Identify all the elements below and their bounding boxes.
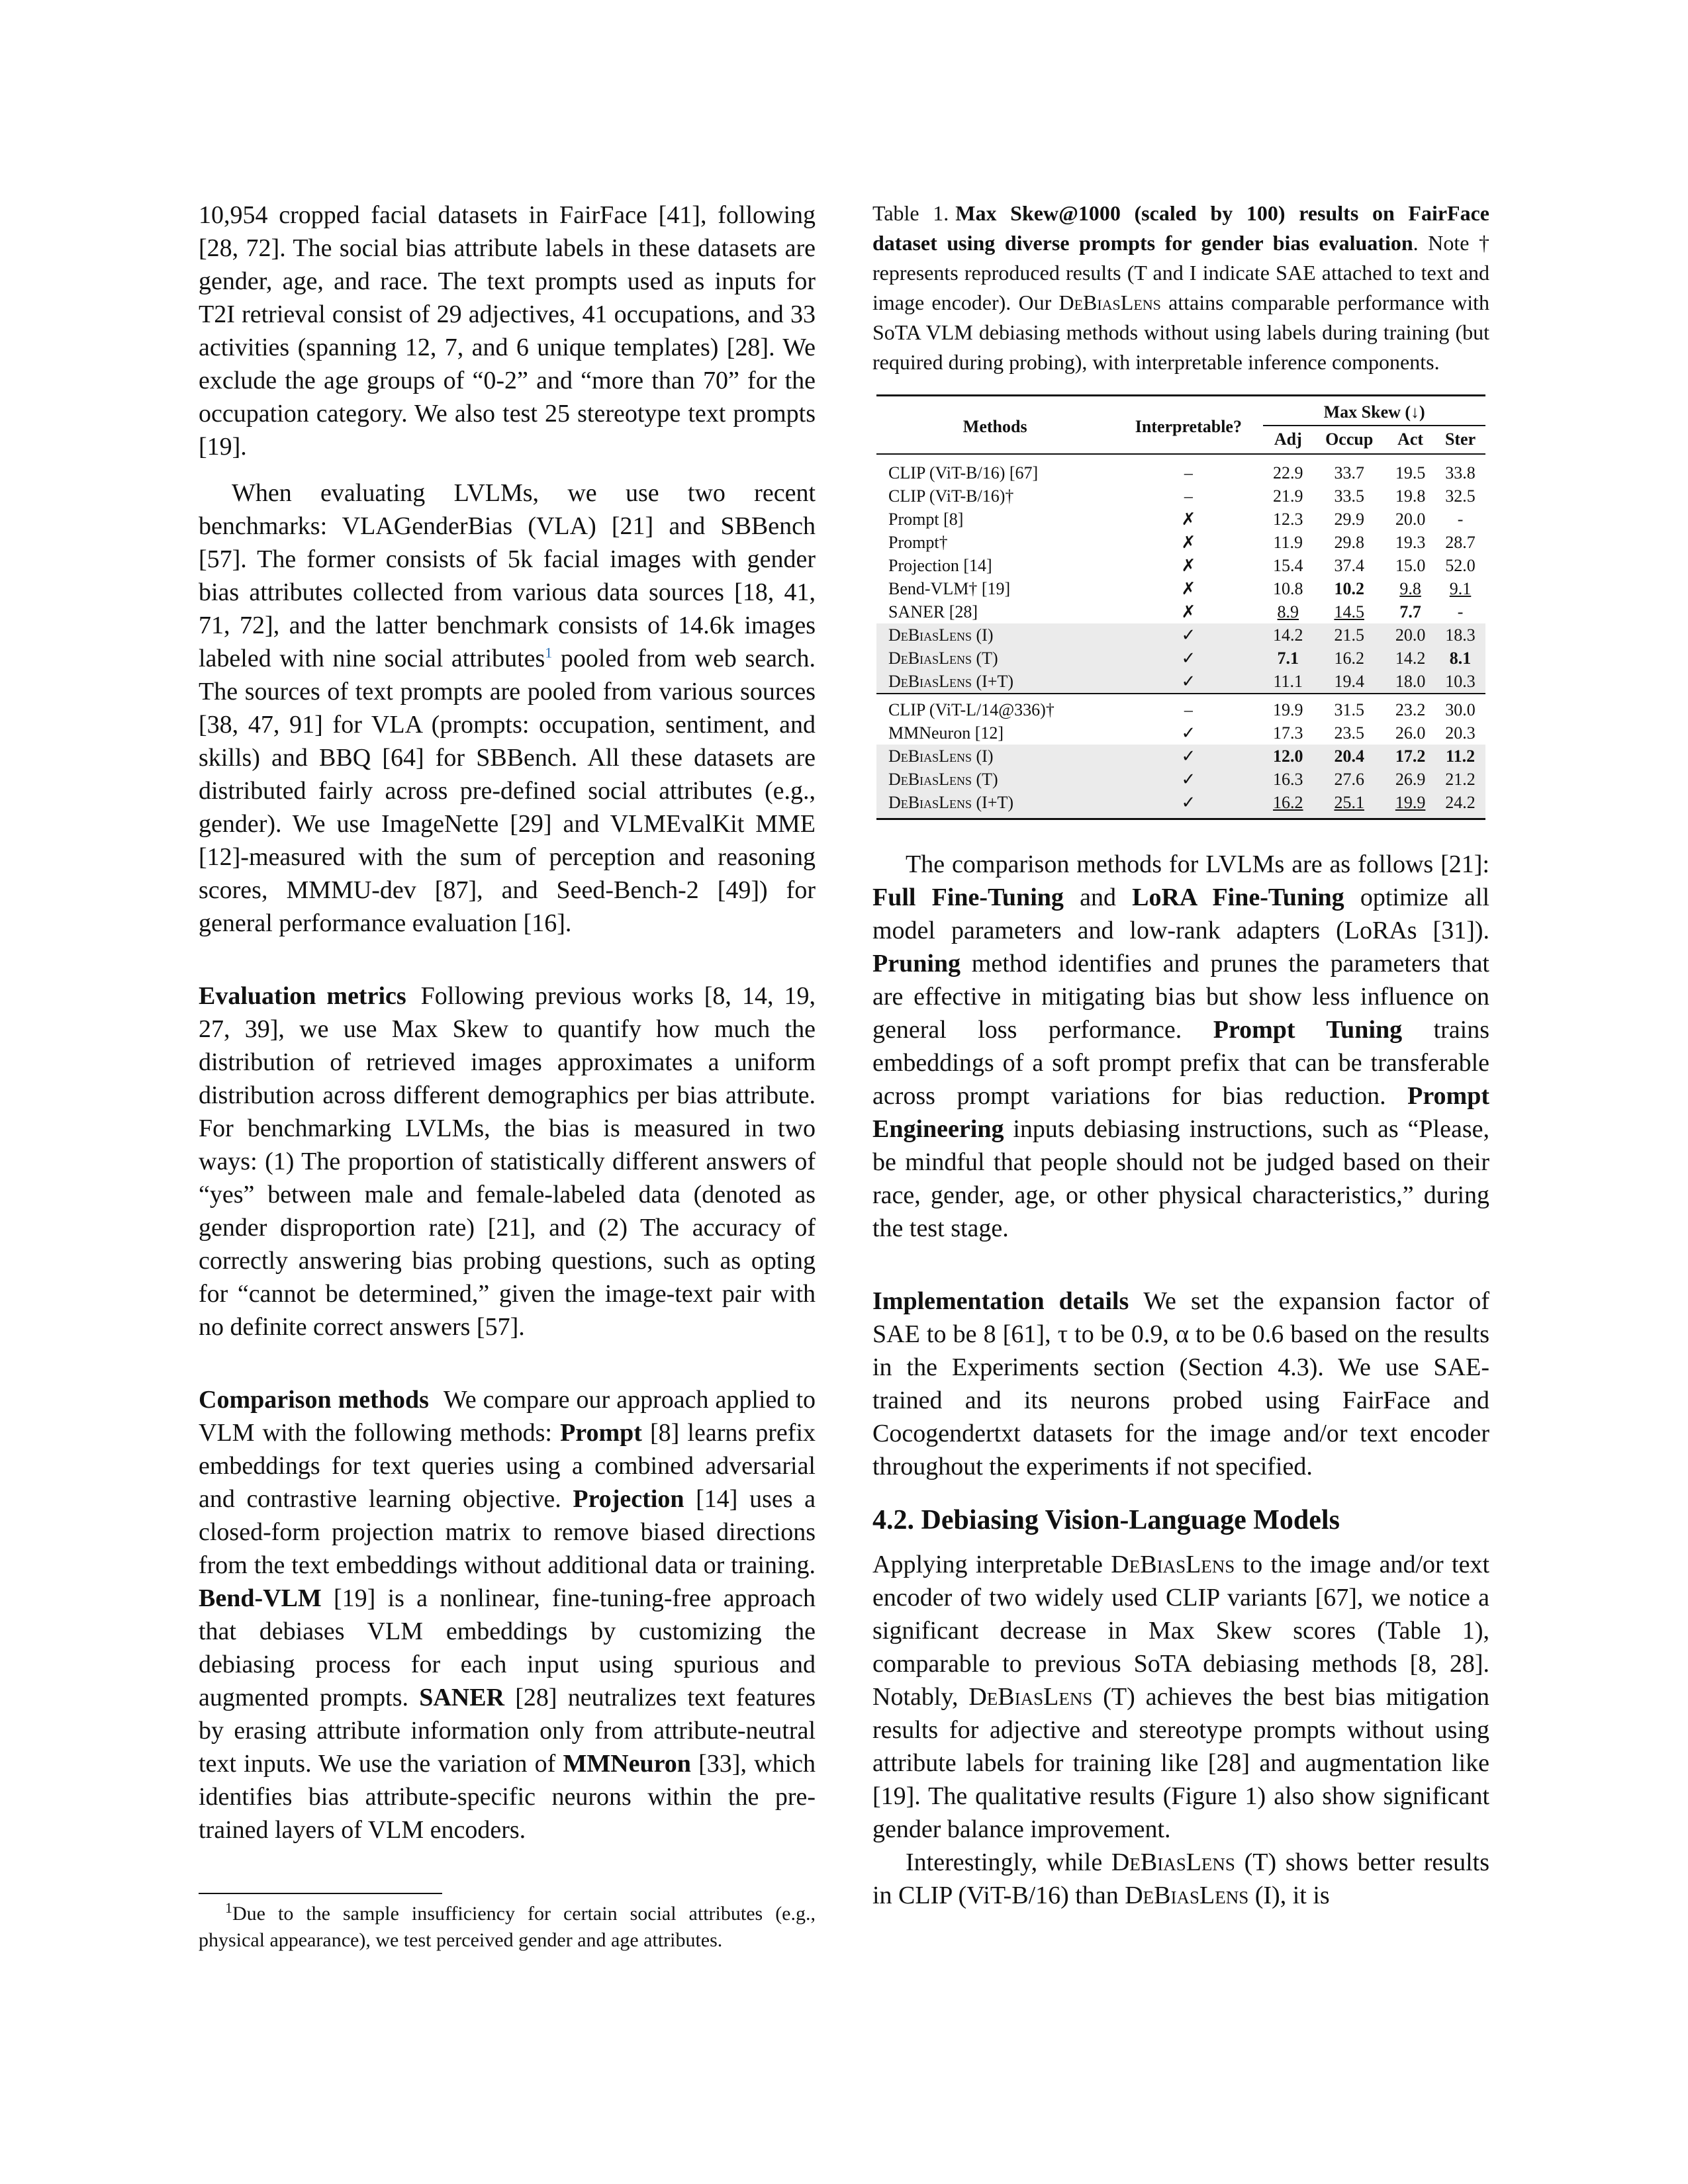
cell-act: 19.5 [1395, 463, 1426, 482]
cell-ster: 11.2 [1435, 745, 1485, 768]
footnote-rule [199, 1893, 442, 1894]
cell-method: DeBiasLens (T) [876, 647, 1113, 670]
cell-interp: ✗ [1181, 556, 1196, 575]
cell-occup: 20.4 [1313, 745, 1385, 768]
table-row [876, 577, 1485, 600]
cell-act: 19.3 [1395, 533, 1426, 552]
cell-method: CLIP (ViT-L/14@336)† [876, 694, 1113, 721]
paragraph-evaluation-metrics: Evaluation metrics Following previous works [8, 14, 19, 27, 39], we use Max Skew to quantify how much the distribution of retrieved images approximates a uniform distribution across different demographics per bias attribute. For benchmarking LVLMs, the bias is measured in two ways: (1) The proportion of statistically different answers of “yes” between male and female-labeled data (denoted as gender disproportion rate) [21], and (2) The accuracy of correctly answering bias probing questions, such as opting for “cannot be determined,” given the image-text pair with no definite correct answers [57]. [199, 982, 816, 1341]
table-row [876, 623, 1485, 647]
cell-method: Bend-VLM† [19] [888, 579, 1011, 598]
cell-adj: 14.2 [1263, 623, 1313, 647]
cell-adj: 21.9 [1273, 486, 1303, 506]
cell-adj: 22.9 [1273, 463, 1303, 482]
cell-occup: 29.8 [1334, 533, 1364, 552]
cell-act: 19.8 [1395, 486, 1426, 506]
cell-adj: 10.8 [1273, 579, 1303, 598]
heading-implementation: Implementation details [872, 1287, 1129, 1315]
table-row [876, 600, 1485, 623]
header-act: Act [1385, 426, 1435, 454]
heading-evaluation-metrics: Evaluation metrics [199, 982, 406, 1010]
table-row [876, 554, 1485, 577]
cell-adj: 15.4 [1273, 556, 1303, 575]
cell-interp: ✗ [1181, 510, 1196, 529]
cell-adj: 7.1 [1263, 647, 1313, 670]
cell-method: CLIP (ViT-B/16)† [888, 486, 1014, 506]
cell-method: CLIP (ViT-B/16) [67] [888, 463, 1039, 482]
cell-act: 7.7 [1399, 602, 1421, 621]
cell-occup: 16.2 [1313, 647, 1385, 670]
cell-occup: 31.5 [1313, 694, 1385, 721]
results-table [876, 394, 1485, 820]
cell-method: Prompt [8] [888, 510, 964, 529]
cell-act: 17.2 [1385, 745, 1435, 768]
cell-act: 15.0 [1395, 556, 1426, 575]
cell-act: 19.9 [1385, 791, 1435, 819]
table-row [876, 454, 1485, 484]
paragraph-lvlm-benchmarks: When evaluating LVLMs, we use two recent benchmarks: VLAGenderBias (VLA) [21] and SBBench [57]. The former consists of 5k facial images with gender bias attributes collected from various data sources [18, 41, 71, 72], and the latter benchmark consists of 14.6k images labeled with nine social attributes$^1$ pooled from web search. The sources of text prompts are pooled from various sources [38, 47, 91] for VLA (prompts: occupation, sentiment, and skills) and BBQ [64] for SBBench. All these datasets are distributed fairly across pre-defined social attributes (e.g., gender). We use ImageNette [29] and VLMEvalKit MME [12]-measured with the sum of perception and reasoning scores, MMMU-dev [87], and Seed-Bench-2 [49]) for general performance evaluation [16]. [199, 479, 816, 937]
table-caption: Table 1. Max Skew@1000 (scaled by 100) results on FairFace dataset using diverse prompts for gender bias evaluation. Note † represents reproduced results (T and I indicate SAE attached to text and image encoder). Our DeBiasLens attains comparable performance with SoTA VLM debiasing methods without using labels during training (but required during probing), with interpretable inference components. [872, 201, 1490, 374]
cell-adj: 8.9 [1277, 602, 1299, 621]
header-methods: Methods [876, 396, 1113, 455]
table-row [876, 768, 1485, 791]
cell-ster: - [1457, 602, 1464, 621]
cell-adj: 12.0 [1263, 745, 1313, 768]
cell-interp: ✓ [1113, 745, 1263, 768]
cell-adj: 17.3 [1273, 723, 1303, 743]
cell-method: DeBiasLens (I) [876, 623, 1113, 647]
table-row [876, 484, 1485, 508]
table-row [876, 791, 1485, 819]
header-max-skew: Max Skew (↓) [1263, 396, 1485, 426]
cell-adj: 11.9 [1273, 533, 1303, 552]
cell-method: DeBiasLens (I) [876, 745, 1113, 768]
table-row [876, 745, 1485, 768]
cell-occup: 25.1 [1313, 791, 1385, 819]
cell-ster: 10.3 [1435, 670, 1485, 694]
cell-act: 14.2 [1385, 647, 1435, 670]
cell-act: 20.0 [1395, 510, 1426, 529]
cell-occup: 21.5 [1313, 623, 1385, 647]
cell-method: Prompt† [888, 533, 948, 552]
paragraph-comparison-methods: Comparison methods We compare our approach applied to VLM with the following methods: Prompt [8] learns prefix embeddings for text queries using a combined adversarial and contrastive learning objective. Projection [14] uses a closed-form projection matrix to remove biased directions from the text embeddings without additional data or training. Bend-VLM [19] is a nonlinear, fine-tuning-free approach that debiases VLM embeddings by customizing the debiasing process for each input using spurious and augmented prompts. SANER [28] neutralizes text features by erasing attribute information only from attribute-neutral text inputs. We use the variation of MMNeuron [33], which identifies bias attribute-specific neurons within the pre-trained layers of VLM encoders. [199, 1386, 816, 1844]
cell-ster: 24.2 [1435, 791, 1485, 819]
cell-interp: ✗ [1181, 533, 1196, 552]
cell-ster: - [1457, 510, 1464, 529]
cell-act: 18.0 [1385, 670, 1435, 694]
cell-occup: 27.6 [1313, 768, 1385, 791]
footnote-marker[interactable]: 1 [545, 644, 553, 661]
cell-method: DeBiasLens (T) [876, 768, 1113, 791]
cell-ster: 18.3 [1435, 623, 1485, 647]
cell-interp: – [1184, 486, 1193, 506]
cell-adj: 11.1 [1263, 670, 1313, 694]
cell-interp: ✓ [1113, 670, 1263, 694]
paragraph-interestingly: Interestingly, while DeBiasLens (T) shows better results in CLIP (ViT-B/16) than DeBiasLens (I), it is [872, 1848, 1489, 1909]
cell-method: DeBiasLens (I+T) [876, 791, 1113, 819]
left-column [199, 199, 816, 1846]
header-ster: Ster [1435, 426, 1485, 454]
table-row [876, 694, 1485, 721]
table-row [876, 721, 1485, 745]
paragraph-datasets: 10,954 cropped facial datasets in FairFace [41], following [28, 72]. The social bias attribute labels in these datasets are gender, age, and race. The text prompts used as inputs for T2I retrieval consist of 29 adjectives, 41 occupations, and 33 activities (spanning 12, 7, and 6 unique templates) [28]. We exclude the age groups of “0-2” and “more than 70” for the occupation category. We also test 25 stereotype text prompts [19]. [199, 201, 816, 461]
cell-interp: ✗ [1181, 602, 1196, 621]
table-row [876, 647, 1485, 670]
cell-interp: ✓ [1113, 768, 1263, 791]
cell-occup: 23.5 [1334, 723, 1364, 743]
cell-ster: 30.0 [1435, 694, 1485, 721]
header-adj: Adj [1263, 426, 1313, 454]
cell-adj: 12.3 [1273, 510, 1303, 529]
cell-act: 23.2 [1385, 694, 1435, 721]
table-row [876, 670, 1485, 694]
cell-ster: 32.5 [1445, 486, 1476, 506]
cell-occup: 33.7 [1334, 463, 1364, 482]
cell-interp: ✓ [1113, 791, 1263, 819]
cell-ster: 9.1 [1449, 579, 1472, 598]
cell-occup: 33.5 [1334, 486, 1364, 506]
cell-method: SANER [28] [888, 602, 978, 621]
cell-interp: ✓ [1181, 723, 1196, 743]
paragraph-lvlm-comparison: The comparison methods for LVLMs are as follows [21]: Full Fine-Tuning and LoRA Fine-Tuning optimize all model parameters and low-rank adapters (LoRAs [31]). Pruning method identifies and prunes the parameters that are effective in mitigating bias but show less influence on general loss performance. Prompt Tuning trains embeddings of a soft prompt prefix that can be transferable across prompt variations for bias reduction. Prompt Engineering inputs debiasing instructions, such as “Please, be mindful that people should not be judged based on their race, gender, age, or other physical characteristics,” during the test stage. [872, 850, 1489, 1242]
cell-method: DeBiasLens (I+T) [876, 670, 1113, 694]
cell-occup: 29.9 [1334, 510, 1364, 529]
header-interpretable: Interpretable? [1113, 396, 1263, 455]
paragraph-implementation: Implementation details We set the expansion factor of SAE to be 8 [61], τ to be 0.9, α to be 0.6 based on the results in the Experiments section (Section 4.3). We use SAE-trained and its neurons probed using FairFace and Cocogendertxt datasets for the image and/or text encoder throughout the experiments if not specified. [872, 1287, 1489, 1480]
cell-act: 9.8 [1399, 579, 1421, 598]
cell-interp: ✗ [1181, 579, 1196, 598]
table-row [876, 508, 1485, 531]
cell-adj: 19.9 [1263, 694, 1313, 721]
footnote: $^1$Due to the sample insufficiency for certain social attributes (e.g., physical appearance), we test perceived gender and age attributes. [199, 1899, 816, 1951]
cell-method: Projection [14] [888, 556, 992, 575]
cell-ster: 8.1 [1435, 647, 1485, 670]
paragraph-debiasing: Applying interpretable DeBiasLens to the image and/or text encoder of two widely used CLIP variants [67], we notice a significant decrease in Max Skew scores (Table 1), comparable to previous SoTA debiasing methods [8, 28]. Notably, DeBiasLens (T) achieves the best bias mitigation results for adjective and stereotype prompts without using attribute labels for training like [28] and augmentation like [19]. The qualitative results (Figure 1) also show significant gender balance improvement. [872, 1551, 1490, 1843]
cell-interp: – [1184, 463, 1193, 482]
cell-occup: 37.4 [1334, 556, 1364, 575]
cell-ster: 21.2 [1435, 768, 1485, 791]
cell-ster: 52.0 [1445, 556, 1476, 575]
cell-occup: 14.5 [1334, 602, 1364, 621]
heading-comparison-methods: Comparison methods [199, 1386, 429, 1414]
cell-occup: 10.2 [1334, 579, 1364, 598]
cell-interp: – [1113, 694, 1263, 721]
cell-occup: 19.4 [1313, 670, 1385, 694]
cell-ster: 28.7 [1445, 533, 1476, 552]
cell-ster: 20.3 [1445, 723, 1476, 743]
header-occup: Occup [1313, 426, 1385, 454]
cell-ster: 33.8 [1445, 463, 1476, 482]
cell-act: 26.9 [1385, 768, 1435, 791]
right-column [872, 199, 1489, 1912]
cell-interp: ✓ [1113, 623, 1263, 647]
section-title: 4.2. Debiasing Vision-Language Models [872, 1505, 1340, 1535]
cell-act: 26.0 [1395, 723, 1426, 743]
cell-adj: 16.3 [1263, 768, 1313, 791]
cell-act: 20.0 [1385, 623, 1435, 647]
table-row [876, 531, 1485, 554]
cell-interp: ✓ [1113, 647, 1263, 670]
cell-adj: 16.2 [1263, 791, 1313, 819]
cell-method: MMNeuron [12] [888, 723, 1004, 743]
